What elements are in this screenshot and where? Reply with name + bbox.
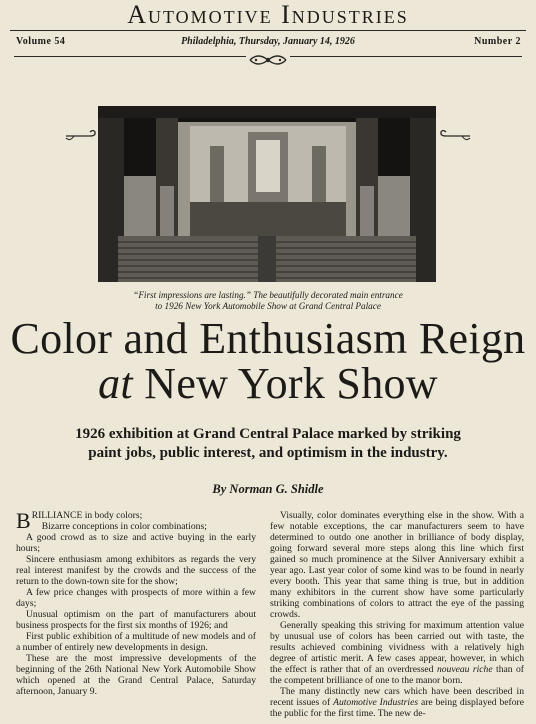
- paragraph: A few price changes with prospects of more within a few days;: [16, 587, 256, 609]
- headline-at: at: [98, 359, 133, 408]
- paragraph: First public exhibition of a multitude of new models and of a number of entirely new developments in design.: [16, 631, 256, 653]
- italic-phrase: Automotive Industries: [333, 697, 419, 708]
- drop-cap: B: [16, 508, 31, 533]
- headline-line-1: Color and Enthusiasm Reign: [10, 314, 526, 363]
- paragraph-text: Generally speaking this striving for maximum attention value by unusual use of colors has been carried out with taste, the results achieved combining vividness with a relatively high degree of artistic merit. A few cases appear, however, in which the effect is rather that of an overdressed: [270, 620, 524, 675]
- paragraph-text: are being displayed before the public for the first time. The new de-: [270, 697, 524, 719]
- paragraph: Visually, color dominates everything else in the show. With a few notable exceptions, the car manufacturers seem to have determined to outdo one another in brilliance of body display, going forward several more steps along this line which first gained so much prominence at the Silver Anniversary exhibit a year ago. Last year color of some kind was to be found in nearly every booth. This year that same thing is true, but in addition many exhibitors in the current show have some particularly striking combinations of colors to attract the eye of the passing crowds.: [270, 510, 524, 620]
- paragraph: A good crowd as to size and active buying in the early hours;: [16, 532, 256, 554]
- paragraph-text: The many distinctly new cars which have been described in recent issues of: [270, 686, 524, 708]
- subhead: 1926 exhibition at Grand Central Palace marked by striking paint jobs, public interest, and optimism in the industry.: [75, 426, 461, 461]
- article-column-right: [270, 510, 524, 719]
- masthead-title: Automotive Industries: [127, 0, 409, 29]
- divider-left: [14, 56, 246, 57]
- headline: [0, 316, 536, 406]
- paragraph: Unusual optimism on the part of manufacturers about business prospects for the first six months of 1926; and: [16, 609, 256, 631]
- ornament-icon: [248, 50, 288, 70]
- divider-right: [290, 56, 522, 57]
- byline: By Norman G. Shidle: [212, 482, 324, 496]
- article-column-left: [16, 510, 256, 697]
- paragraph-text: in body colors;: [82, 510, 143, 521]
- paragraph: [270, 686, 524, 719]
- paragraph-text: than of the competent brilliance of one to the manor born.: [270, 664, 524, 686]
- photo-caption: [60, 290, 476, 312]
- paragraph: These are the most impressive developments of the beginning of the 26th National New York Automobile Show which opened at the Grand Central Palace, Saturday afternoon, January 9.: [16, 653, 256, 697]
- headline-line-2: New York Show: [132, 359, 438, 408]
- scroll-ornament-right-icon: [438, 128, 472, 144]
- scroll-ornament-left-icon: [64, 128, 98, 144]
- masthead-rule: [10, 30, 526, 31]
- caption-line-2: to 1926 New York Automobile Show at Grand Central Palace: [155, 301, 381, 311]
- volume-label: Volume 54: [16, 36, 66, 47]
- italic-phrase: nouveau riche: [436, 664, 493, 675]
- issue-number: Number 2: [474, 36, 521, 47]
- dateline: Philadelphia, Thursday, January 14, 1926: [181, 36, 355, 47]
- paragraph: Sincere enthusiasm among exhibitors as regards the very real interest manifest by the crowds and the success of the return to the down-town site for the show;: [16, 554, 256, 587]
- caption-line-1: “First impressions are lasting.” The beautifully decorated main entrance: [133, 290, 403, 300]
- show-entrance-photo: [98, 106, 436, 282]
- paragraph: Bizarre conceptions in color combinations;: [41, 521, 207, 532]
- lead-caps: RILLIANCE: [31, 510, 83, 521]
- paragraph: [270, 620, 524, 686]
